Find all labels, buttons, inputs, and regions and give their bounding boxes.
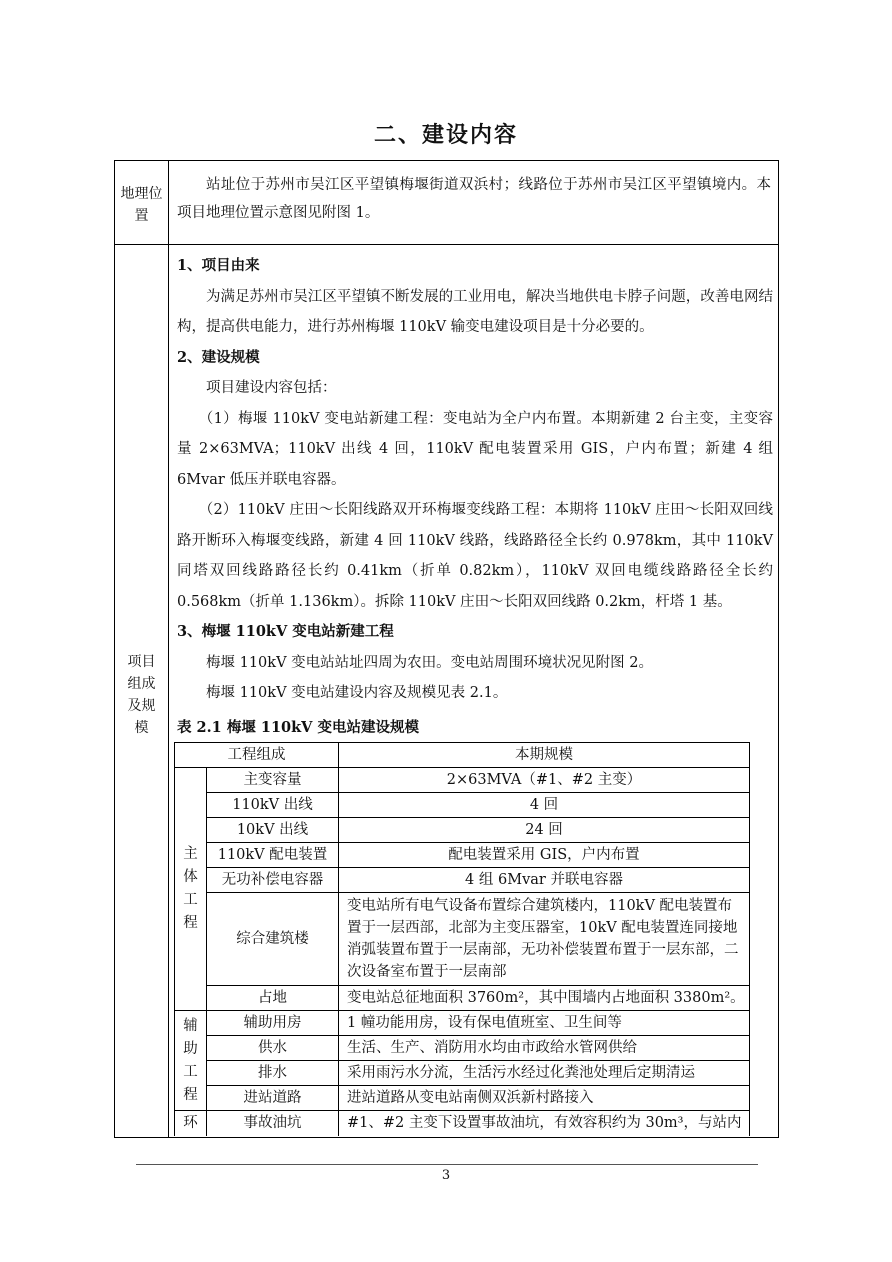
table-row — [175, 818, 750, 843]
table-row — [175, 1036, 750, 1061]
table-row — [175, 986, 750, 1011]
substation-scale-table — [174, 742, 750, 1136]
table-row — [175, 1086, 750, 1111]
row-item: 10kV 出线 — [207, 818, 339, 843]
row-item: 排水 — [207, 1061, 339, 1086]
row-value: 4 回 — [339, 793, 750, 818]
row-item: 无功补偿电容器 — [207, 868, 339, 893]
project-label: 项目组成及规模 — [127, 654, 156, 736]
section-3-paragraph-2: 梅堰 110kV 变电站建设内容及规模见表 2.1。 — [206, 685, 508, 701]
table-row — [175, 1111, 750, 1136]
section-3-title: 3、梅堰 110kV 变电站新建工程 — [177, 623, 394, 640]
table-row — [175, 893, 750, 986]
header-cell: 工程组成 — [175, 743, 339, 768]
row-item: 占地 — [207, 986, 339, 1011]
section-2-item-1: （1）梅堰 110kV 变电站新建工程：变电站为全户内布置。本期新建 2 台主变，主变容量 2×63MVA；110kV 出线 4 回，110kV 配电装置采用 GIS，户内布置；新建 4 组 6Mvar 低压并联电容器。 — [177, 410, 773, 488]
row-divider — [115, 244, 778, 245]
row-item: 综合建筑楼 — [207, 893, 339, 986]
row-value: 变电站总征地面积 3760m²，其中围墙内占地面积 3380m²。 — [339, 986, 750, 1011]
row-value: #1、#2 主变下设置事故油坑，有效容积约为 30m³，与站内 — [339, 1111, 750, 1136]
page-title: 二、建设内容 — [373, 122, 518, 148]
section-3-paragraph-1: 梅堰 110kV 变电站站址四周为农田。变电站周围环境状况见附图 2。 — [206, 654, 653, 671]
section-1-paragraph: 为满足苏州市吴江区平望镇不断发展的工业用电，解决当地供电卡脖子问题，改善电网结构，提高供电能力，进行苏州梅堰 110kV 输变电建设项目是十分必要的。 — [177, 288, 773, 335]
row-value: 1 幢功能用房，设有保电值班室、卫生间等 — [339, 1011, 750, 1036]
row-value: 生活、生产、消防用水均由市政给水管网供给 — [339, 1036, 750, 1061]
section-2-intro: 项目建设内容包括： — [206, 380, 337, 396]
row-item: 110kV 配电装置 — [207, 843, 339, 868]
row-item: 110kV 出线 — [207, 793, 339, 818]
table-row — [175, 843, 750, 868]
table-row — [175, 1011, 750, 1036]
column-divider — [168, 161, 169, 1137]
page-number: 3 — [441, 1168, 451, 1183]
row-value: 采用雨污水分流，生活污水经过化粪池处理后定期清运 — [339, 1061, 750, 1086]
section-1-title: 1、项目由来 — [177, 257, 260, 274]
table-caption: 表 2.1 梅堰 110kV 变电站建设规模 — [177, 718, 419, 736]
row-value: 4 组 6Mvar 并联电容器 — [339, 868, 750, 893]
project-content — [177, 251, 773, 743]
table-row — [175, 1061, 750, 1086]
row-value: 24 回 — [339, 818, 750, 843]
section-2-title: 2、建设规模 — [177, 348, 260, 366]
header-cell: 本期规模 — [339, 743, 750, 768]
row-item: 主变容量 — [207, 768, 339, 793]
row-value: 进站道路从变电站南侧双浜新村路接入 — [339, 1086, 750, 1111]
table-row — [175, 793, 750, 818]
env-group-label: 环 — [175, 1111, 207, 1136]
row-item: 事故油坑 — [207, 1111, 339, 1136]
geo-text: 站址位于苏州市吴江区平望镇梅堰街道双浜村；线路位于苏州市吴江区平望镇境内。本项目地理位置示意图见附图 1。 — [177, 177, 771, 221]
section-2-item-2: （2）110kV 庄田～长阳线路双开环梅堰变线路工程：本期将 110kV 庄田～长阳双回线路开断环入梅堰变线路，新建 4 回 110kV 线路，线路路径全长约 0.978km，其中 110kV 同塔双回线路路径长约 0.41km（折单 0.82km），110kV 双回电缆线路路径全长约 0.568km（折单 1.136km）。拆除 110kV 庄田～长阳双回线路 0.2km，杆塔 1 基。 — [177, 502, 773, 610]
footer-rule — [136, 1164, 758, 1165]
row-item: 供水 — [207, 1036, 339, 1061]
aux-group-label: 辅助工程 — [175, 1011, 207, 1111]
table-header-row — [175, 743, 750, 768]
main-group-label: 主体工程 — [175, 768, 207, 1011]
table-row — [175, 868, 750, 893]
row-value: 变电站所有电气设备布置综合建筑楼内，110kV 配电装置布置于一层西部，北部为主变压器室，10kV 配电装置连同接地消弧装置布置于一层南部，无功补偿装置布置于一层东部，二次设备室布置于一层南部 — [339, 893, 750, 986]
table-row — [175, 768, 750, 793]
row-value: 2×63MVA（#1、#2 主变） — [339, 768, 750, 793]
geo-label: 地理位置 — [120, 186, 163, 224]
row-item: 辅助用房 — [207, 1011, 339, 1036]
row-item: 进站道路 — [207, 1086, 339, 1111]
row-value: 配电装置采用 GIS，户内布置 — [339, 843, 750, 868]
